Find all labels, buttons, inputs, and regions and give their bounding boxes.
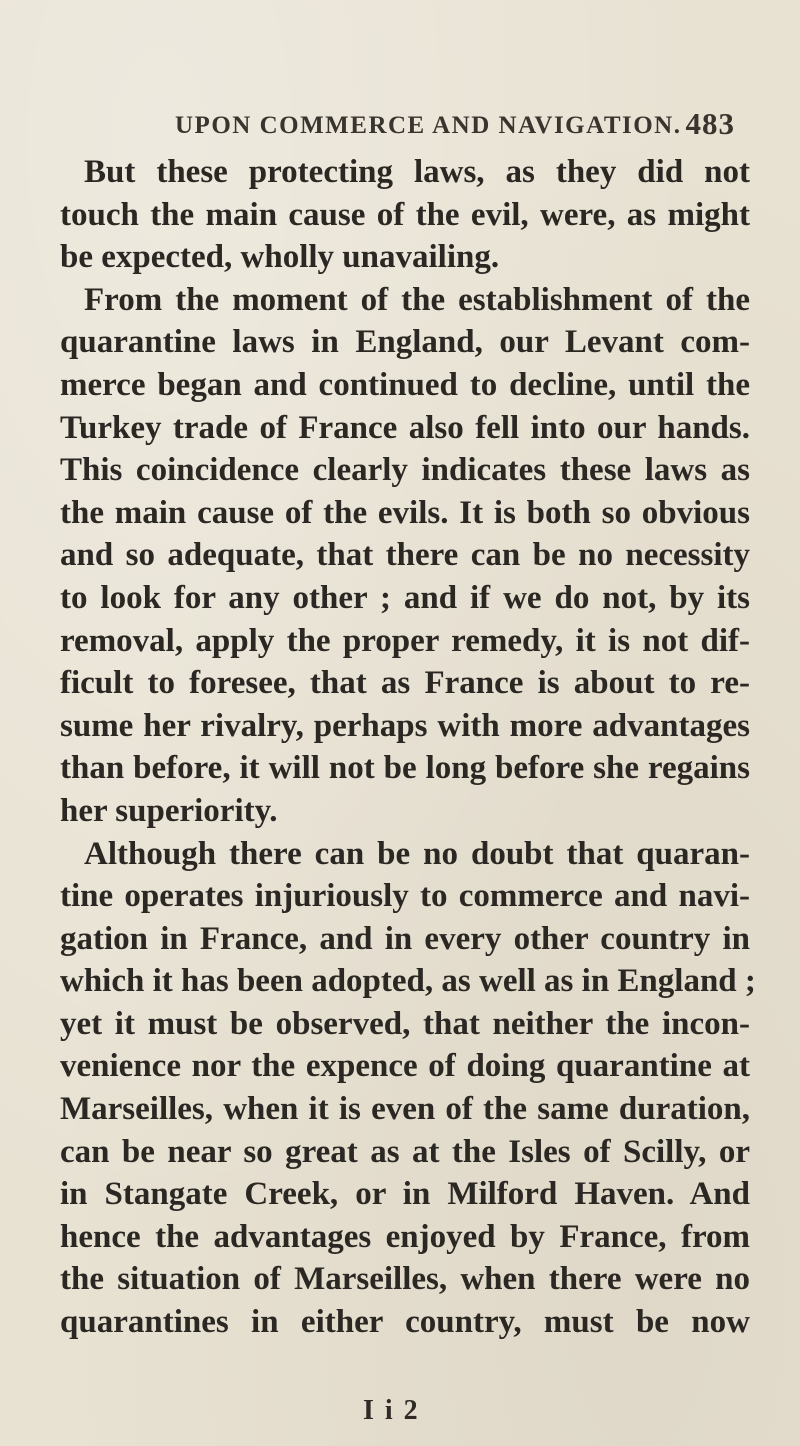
text-line: ficult to foresee, that as France is about to re- [60, 665, 750, 702]
text-line: But these protecting laws, as they did not [84, 154, 750, 190]
text-line: From the moment of the establishment of the [84, 281, 750, 318]
text-line: venience nor the expence of doing quarantine at [60, 1048, 750, 1085]
text-line: Turkey trade of France also fell into our hands. [60, 409, 750, 446]
text-line: sume her rivalry, perhaps with more advantages [60, 707, 750, 744]
text-line: hence the advantages enjoyed by France, from [60, 1218, 750, 1255]
running-head [175, 106, 735, 146]
body-text [60, 151, 756, 1344]
text-line: This coincidence clearly indicates these laws as [60, 452, 750, 489]
text-line: in Stangate Creek, or in Milford Haven. And [60, 1176, 750, 1213]
text-line: the situation of Marseilles, when there were no [60, 1261, 750, 1298]
text-line: quarantines in either country, must be now [60, 1304, 750, 1341]
running-title: UPON COMMERCE AND NAVIGATION. [175, 112, 682, 139]
text-line: gation in France, and in every other country in [60, 920, 750, 957]
text-line: yet it must be observed, that neither the incon- [60, 1005, 750, 1042]
text-line: than before, it will not be long before she regains [60, 750, 750, 787]
signature-mark: I i 2 [363, 1395, 420, 1426]
text-line: can be near so great as at the Isles of Scilly, or [60, 1133, 750, 1170]
page-number: 483 [685, 106, 735, 141]
text-line: Although there can be no doubt that quaran- [84, 835, 750, 872]
text-line: and so adequate, that there can be no necessity [60, 537, 750, 574]
text-line: merce began and continued to decline, until the [60, 366, 750, 403]
text-line: to look for any other ; and if we do not, by its [60, 579, 750, 616]
text-line: quarantine laws in England, our Levant com- [60, 324, 750, 361]
text-line: the main cause of the evils. It is both so obvious [60, 494, 750, 531]
text-line: tine operates injuriously to commerce and navi- [60, 878, 750, 915]
text-line: which it has been adopted, as well as in England ; [60, 963, 756, 1000]
text-line: touch the main cause of the evil, were, as might [60, 196, 750, 233]
text-line: Marseilles, when it is even of the same duration, [60, 1091, 750, 1128]
text-line: removal, apply the proper remedy, it is not dif- [60, 622, 750, 659]
text-line: be expected, wholly unavailing. [60, 239, 500, 276]
text-line: her superiority. [60, 792, 278, 829]
